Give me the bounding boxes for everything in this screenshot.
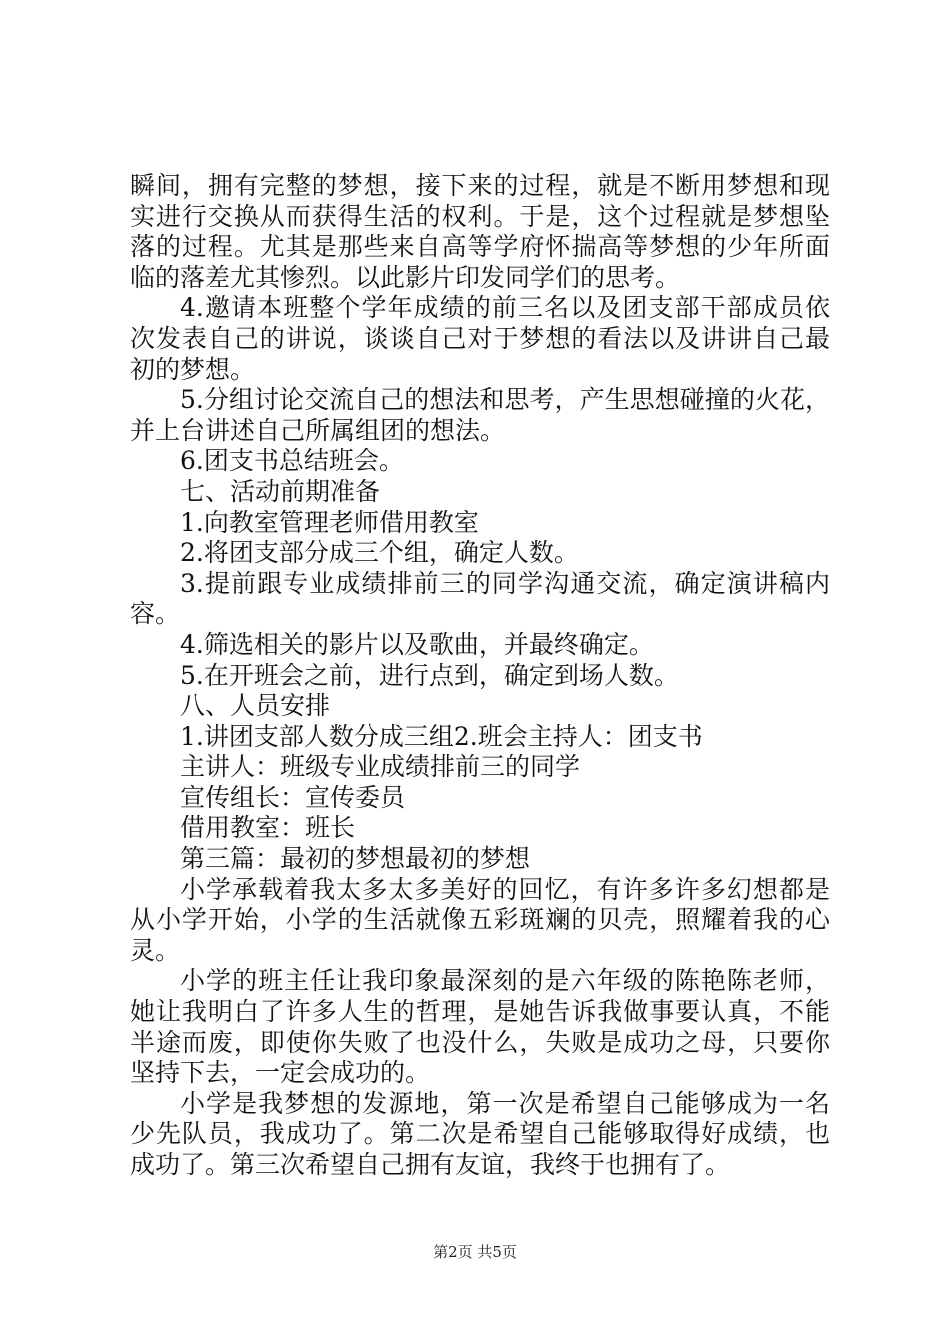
text-line: 1.向教室管理老师借用教室 (180, 507, 479, 537)
text-line: 落的过程。尤其是那些来自高等学府怀揣高等梦想的少年所面 (130, 232, 830, 262)
text-line: 6.团支书总结班会。 (180, 446, 404, 476)
text-line: 坚持下去，一定会成功的。 (130, 1058, 431, 1088)
page-footer: 第2页 共5页 (433, 1243, 517, 1261)
document-body (130, 171, 830, 1181)
text-line: 小学是我梦想的发源地，第一次是希望自己能够成为一名 (180, 1088, 830, 1118)
text-line: 她让我明白了许多人生的哲理，是她告诉我做事要认真，不能 (130, 997, 830, 1027)
text-line: 4.筛选相关的影片以及歌曲，并最终确定。 (180, 629, 654, 659)
text-line: 1.讲团支部人数分成三组2.班会主持人：团支书 (180, 721, 703, 751)
text-line: 小学的班主任让我印象最深刻的是六年级的陈艳陈老师， (180, 966, 830, 996)
text-line: 从小学开始，小学的生活就像五彩斑斓的贝壳，照耀着我的心 (130, 905, 830, 935)
text-line: 3.提前跟专业成绩排前三的同学沟通交流，确定演讲稿内 (180, 568, 830, 598)
text-line: 临的落差尤其惨烈。以此影片印发同学们的思考。 (130, 262, 681, 292)
text-line: 成功了。第三次希望自己拥有友谊，我终于也拥有了。 (130, 1150, 731, 1179)
text-line: 2.将团支部分成三个组，确定人数。 (180, 538, 579, 568)
text-line: 瞬间，拥有完整的梦想，接下来的过程，就是不断用梦想和现 (130, 171, 830, 200)
text-line: 次发表自己的讲说，谈谈自己对于梦想的看法以及讲讲自己最 (130, 323, 830, 353)
text-line: 半途而废，即使你失败了也没什么，失败是成功之母，只要你 (130, 1027, 830, 1057)
text-line: 4.邀请本班整个学年成绩的前三名以及团支部干部成员依 (180, 293, 830, 323)
text-line: 八、人员安排 (180, 691, 331, 721)
text-line: 5.分组讨论交流自己的想法和思考，产生思想碰撞的火花， (180, 385, 830, 415)
text-line: 实进行交换从而获得生活的权利。于是，这个过程就是梦想坠 (130, 201, 830, 231)
text-line: 少先队员，我成功了。第二次是希望自己能够取得好成绩，也 (130, 1119, 830, 1149)
text-line: 5.在开班会之前，进行点到，确定到场人数。 (180, 660, 679, 690)
text-line: 第三篇：最初的梦想最初的梦想 (180, 844, 531, 874)
text-line: 宣传组长：宣传委员 (180, 782, 406, 812)
text-line: 容。 (130, 599, 181, 629)
text-line: 并上台讲述自己所属组团的想法。 (130, 415, 506, 445)
text-line: 小学承载着我太多太多美好的回忆，有许多许多幻想都是 (180, 874, 830, 904)
text-line: 主讲人：班级专业成绩排前三的同学 (180, 752, 581, 782)
text-line: 七、活动前期准备 (180, 476, 381, 506)
text-line: 借用教室：班长 (180, 813, 356, 843)
text-line: 初的梦想。 (130, 354, 256, 384)
text-line: 灵。 (130, 935, 181, 965)
